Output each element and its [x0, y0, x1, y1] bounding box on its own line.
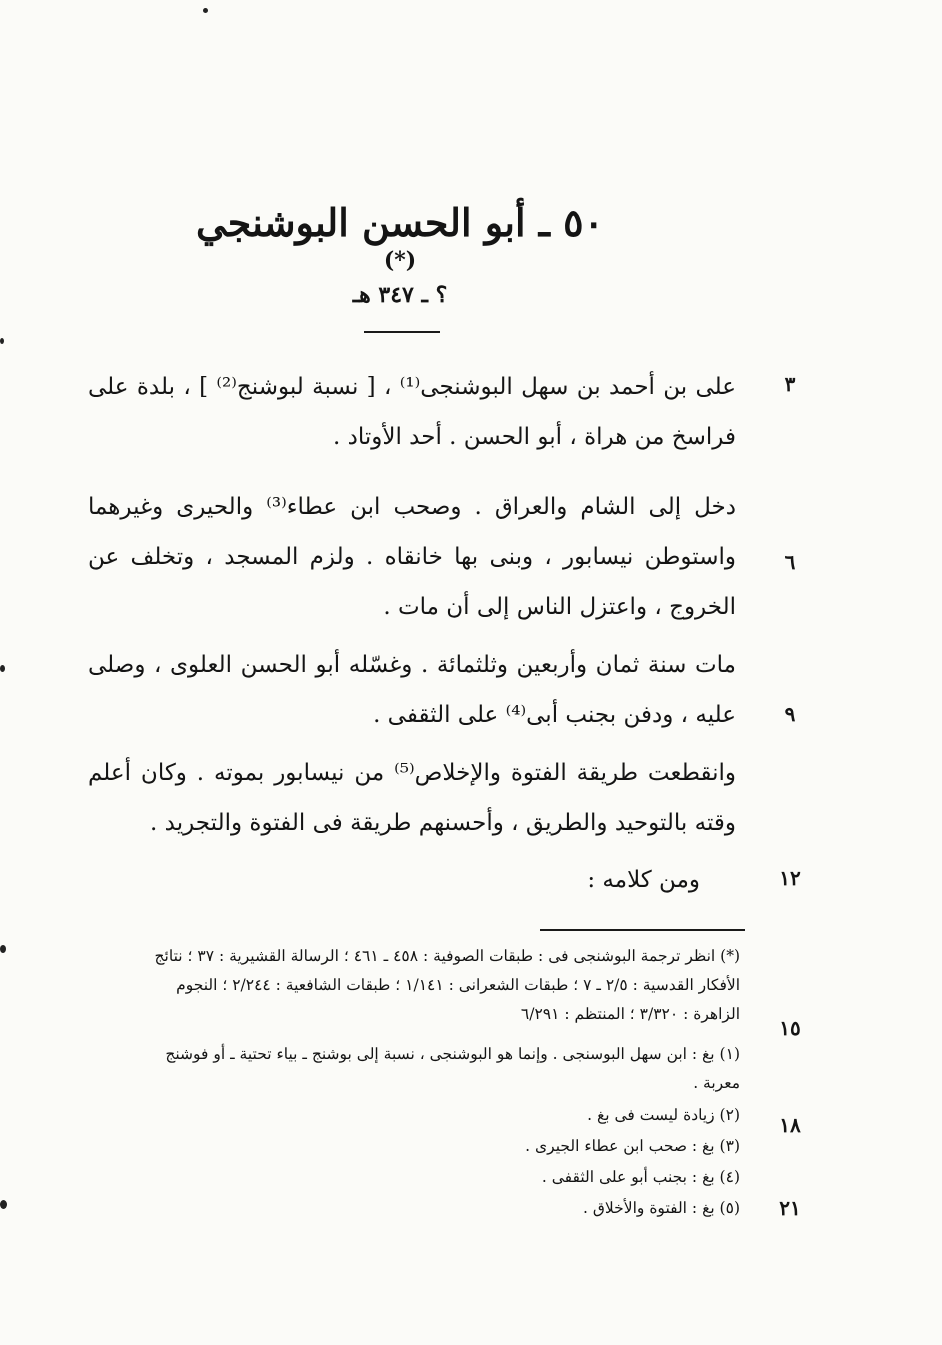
- page-speck: [0, 945, 6, 953]
- title-rule: [364, 331, 440, 333]
- entry-date: ؟ ـ ٣٤٧ هـ: [352, 282, 448, 308]
- paragraph-2: دخل إلى الشام والعراق . وصحب ابن عطاء⁽³⁾ والحيرى وغيرهما واستوطن نيسابور ، وبنى بها خانقاه . ولزم المسجد ، وتخلف عن الخروج ، واعتزل الناس إلى أن مات .: [88, 494, 736, 620]
- entry-title-text: ٥٠ ـ أبو الحسن البوشنجي: [196, 200, 604, 245]
- page-speck: [0, 338, 4, 344]
- line-number: ٩: [784, 702, 796, 726]
- line-number: ٢١: [779, 1196, 801, 1220]
- entry-title-marker: (*): [383, 247, 417, 274]
- paragraph-1: على بن أحمد بن سهل البوشنجى⁽¹⁾ ، [ نسبة لبوشنج⁽²⁾ ] ، بلدة على فراسخ من هراة ، أبو الحسن . أحد الأوتاد .: [88, 374, 737, 450]
- page-speck: [0, 665, 5, 672]
- footnote-1: (١) بغ : ابن سهل البوسنجى . وإنما هو البوشنجى ، نسبة إلى بوشنج ـ بياء تحتية ـ أو فوشنج معربة .: [165, 1045, 740, 1092]
- line-number: ٣: [784, 372, 796, 396]
- footnote-5: (٥) بغ : الفتوة والأخلاق .: [583, 1199, 740, 1217]
- page-speck: [203, 8, 208, 13]
- line-number: ١٢: [779, 866, 801, 890]
- footnote-3: (٣) بغ : صحب ابن عطاء الجيرى .: [525, 1137, 740, 1155]
- entry-title: [180, 200, 620, 290]
- paragraph-5: ومن كلامه :: [587, 867, 700, 893]
- line-number: ١٨: [779, 1113, 801, 1137]
- paragraph-3: مات سنة ثمان وأربعين وثلثمائة . وغسّله أبو الحسن العلوى ، وصلى عليه ، ودفن بجنب أبى⁽⁴⁾ على الثقفى .: [88, 652, 736, 728]
- footnote-2: (٢) زيادة ليست فى بغ .: [587, 1106, 740, 1124]
- footnote-star: (*) انظر ترجمة البوشنجى فى : طبقات الصوفية : ٤٥٨ ـ ٤٦١ ؛ الرسالة القشيرية : ٣٧ ؛ نتائج الأفكار القدسية : ٢/٥ ـ ٧ ؛ طبقات الشعرانى : ١/١٤١ ؛ طبقات الشافعية : ٢/٢٤٤ ؛ النجوم الزاهرة : ٣/٣٢٠ ؛ المنتظم : ٦/٢٩١: [154, 947, 740, 1023]
- paragraph-4: وانقطعت طريقة الفتوة والإخلاص⁽⁵⁾ من نيسابور بموته . وكان أعلم وقته بالتوحيد والطريق ، وأحسنهم طريقة فى الفتوة والتجريد .: [88, 760, 736, 836]
- line-number: ٦: [784, 550, 796, 574]
- line-number: ١٥: [779, 1016, 801, 1040]
- footnote-4: (٤) بغ : بجنب أبو على الثقفى .: [541, 1168, 740, 1186]
- page-speck: [0, 1200, 7, 1209]
- footnote-rule: [540, 929, 745, 931]
